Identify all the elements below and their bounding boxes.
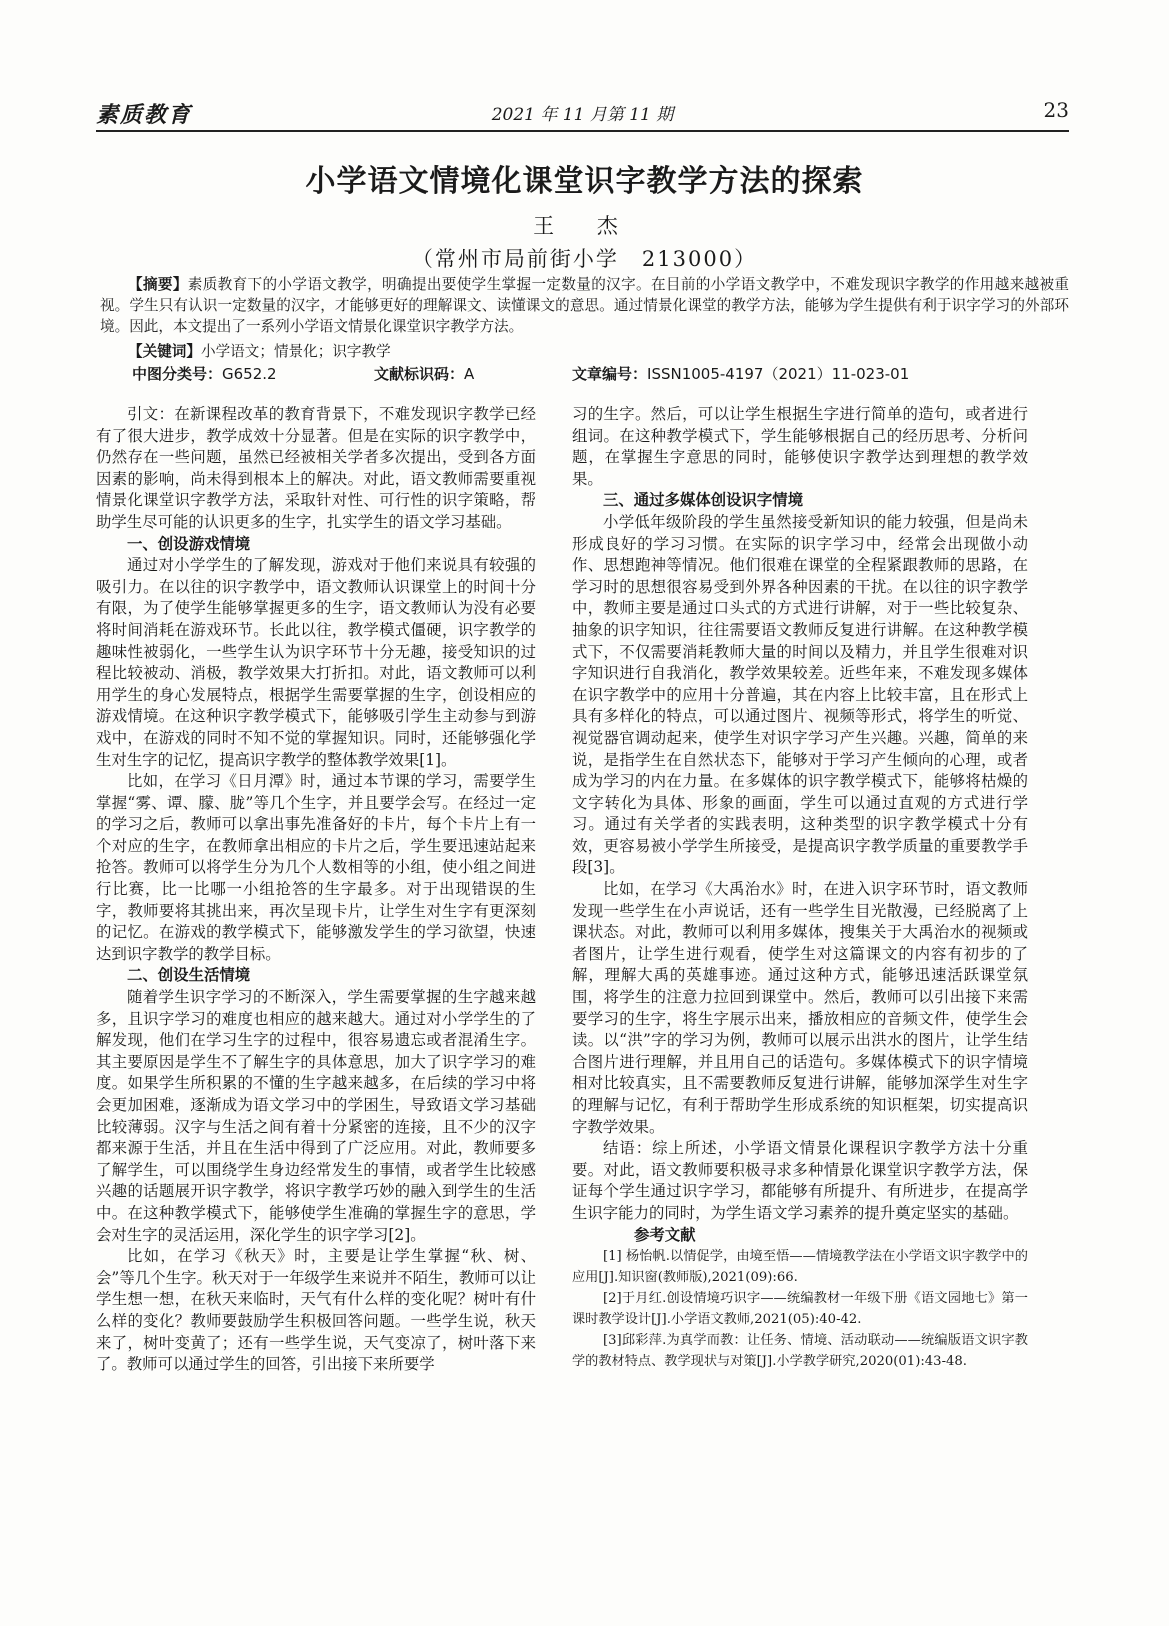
section-heading-2: 二、创设生活情境 <box>127 966 251 985</box>
left-column <box>96 404 536 1376</box>
reference-item: [2]于月红.创设情境巧识字——统编教材一年级下册《语文园地七》第一课时教学设计[J].小学语文教师,2021(05):40-42. <box>572 1291 1028 1328</box>
reference-item: [3]邱彩萍.为真学而教：让任务、情境、活动联动——统编版语文识字教学的教材特点、教学现状与对策[J].小学教学研究,2020(01):43-48. <box>572 1333 1028 1370</box>
abstract-text: 素质教育下的小学语文教学，明确提出要使学生掌握一定数量的汉字。在目前的小学语文教学中，不难发现识字教学的作用越来越被重视。学生只有认识一定数量的汉字，才能够更好的理解课文、读懂课文的意思。通过情景化课堂的教学方法，能够为学生提供有利于识字学习的外部环境。因此，本文提出了一系列小学语文情景化课堂识字教学方法。 <box>100 276 1069 335</box>
author: 王 杰 <box>533 214 636 238</box>
article-title: 小学语文情境化课堂识字教学方法的探索 <box>305 164 864 199</box>
body-paragraph: 比如，在学习《大禹治水》时，在进入识字环节时，语文教师发现一些学生在小声说话，还有一些学生目光散漫，已经脱离了上课状态。对此，教师可以利用多媒体，搜集关于大禹治水的视频或者图片，让学生进行观看，使学生对这篇课文的内容有初步的了解，理解大禹的英雄事迹。通过这种方式，能够迅速活跃课堂氛围，将学生的注意力拉回到课堂中。然后，教师可以引出接下来需要学习的生字，将生字展示出来，播放相应的音频文件，使学生会读。以“洪”字的学习为例，教师可以展示出洪水的图片，让学生结合图片进行理解，并且用自己的话造句。多媒体模式下的识字情境相对比较真实，且不需要教师反复进行讲解，能够加深学生对生字的理解与记忆，有利于帮助学生形成系统的知识框架，切实提高识字教学效果。 <box>572 880 1028 1136</box>
running-head <box>96 96 1069 132</box>
clc-number: 中图分类号：G652.2 <box>132 365 277 383</box>
intro-paragraph: 引文：在新课程改革的教育背景下，不难发现识字教学已经有了很大进步，教学成效十分显著。但是在实际的识字教学中，仍然存在一些问题，虽然已经被相关学者多次提出，受到各方面因素的影响，尚未得到根本上的解决。对此，语文教师需要重视情景化课堂识字教学方法，采取针对性、可行性的识字策略，帮助学生尽可能的认识更多的生字，扎实学生的语文学习基础。 <box>96 405 536 531</box>
body-paragraph: 比如，在学习《秋天》时，主要是让学生掌握“秋、树、会”等几个生字。秋天对于一年级学生来说并不陌生，教师可以让学生想一想，在秋天来临时，天气有什么样的变化呢？树叶有什么样的变化？教师要鼓励学生积极回答问题。一些学生说，秋天来了，树叶变黄了；还有一些学生说，天气变凉了，树叶落下来了。教师可以通过学生的回答，引出接下来所要学 <box>96 1247 536 1374</box>
section-heading-3: 三、通过多媒体创设识字情境 <box>603 491 804 510</box>
article-number: 文章编号：ISSN1005-4197（2021）11-023-01 <box>572 365 910 383</box>
section-heading-1: 一、创设游戏情境 <box>127 534 251 553</box>
body-paragraph: 通过对小学学生的了解发现，游戏对于他们来说具有较强的吸引力。在以往的识字教学中，语文教师认识课堂上的时间十分有限，为了使学生能够掌握更多的生字，语文教师认为没有必要将时间消耗在游戏环节。长此以往，教学模式僵硬，识字教学的趣味性被弱化，一些学生认为识字环节十分无趣，接受知识的过程比较被动、消极，教学效果大打折扣。对此，语文教师可以利用学生的身心发展特点，根据学生需要掌握的生字，创设相应的游戏情境。在这种识字教学模式下，能够吸引学生主动参与到游戏中，在游戏的同时不知不觉的掌握知识。同时，还能够强化学生对生字的记忆，提高识字教学的整体教学效果[1]。 <box>96 556 536 769</box>
references-heading: 参考文献 <box>634 1225 696 1244</box>
body-paragraph: 随着学生识字学习的不断深入，学生需要掌握的生字越来越多，且识字学习的难度也相应的越来越大。通过对小学学生的了解发现，他们在学习生字的过程中，很容易遗忘或者混淆生字。其主要原因是学生不了解生字的具体意思，加大了识字学习的难度。如果学生所积累的不懂的生字越来越多，在后续的学习中将会更加困难，逐渐成为语文学习中的学困生，导致语文学习基础比较薄弱。汉字与生活之间有着十分紧密的连接，且不少的汉字都来源于生活，并且在生活中得到了广泛应用。对此，教师要多了解学生，可以围绕学生身边经常发生的事情，或者学生比较感兴趣的话题展开识字教学，将识字教学巧妙的融入到学生的生活中。在这种教学模式下，能够使学生准确的掌握生字的意思，学会对生字的灵活运用，深化学生的识字学习[2]。 <box>96 988 536 1244</box>
body-paragraph: 习的生字。然后，可以让学生根据生字进行简单的造句，或者进行组词。在这种教学模式下，学生能够根据自己的经历思考、分析问题，在掌握生字意思的同时，能够使识字教学达到理想的教学效果。 <box>572 405 1028 488</box>
conclusion-paragraph: 结语：综上所述，小学语文情景化课程识字教学方法十分重要。对此，语文教师要积极寻求多种情景化课堂识字教学方法，保证每个学生通过识字学习，都能够有所提升、有所进步，在提高学生识字能力的同时，为学生语文学习素养的提升奠定坚实的基础。 <box>572 1139 1028 1222</box>
abstract <box>100 274 1069 337</box>
keywords-text: 小学语文；情景化；识字教学 <box>200 343 391 360</box>
page-number: 23 <box>1043 98 1069 122</box>
keywords-label: 【关键词】 <box>128 343 201 360</box>
doc-code: 文献标识码：A <box>374 365 475 383</box>
affiliation: （常州市局前街小学 213000） <box>411 247 758 271</box>
body-paragraph: 比如，在学习《日月潭》时，通过本节课的学习，需要学生掌握“雾、谭、朦、胧”等几个生字，并且要学会写。在经过一定的学习之后，教师可以拿出事先准备好的卡片，每个卡片上有一个对应的生字，在教师拿出相应的卡片之后，学生要迅速站起来抢答。教师可以将学生分为几个人数相等的小组，使小组之间进行比赛，比一比哪一小组抢答的生字最多。对于出现错误的生字，教师要将其挑出来，再次呈现卡片，让学生对生字有更深刻的记忆。在游戏的教学模式下，能够激发学生的学习欲望，快速达到识字教学的教学目标。 <box>96 772 536 963</box>
reference-item: [1] 杨怡帆.以情促学，由境至悟——情境教学法在小学语文识字教学中的应用[J].知识窗(教师版),2021(09):66. <box>572 1249 1028 1286</box>
keywords <box>128 340 391 361</box>
right-column <box>572 404 1028 1372</box>
issue-date: 2021 年 11 月第 11 期 <box>491 105 674 125</box>
body-paragraph: 小学低年级阶段的学生虽然接受新知识的能力较强，但是尚未形成良好的学习习惯。在实际的识字学习中，经常会出现做小动作、思想跑神等情况。他们很难在课堂的全程紧跟教师的思路，在学习时的思想很容易受到外界各种因素的干扰。在以往的识字教学中，教师主要是通过口头式的方式进行讲解，对于一些比较复杂、抽象的识字知识，往往需要语文教师反复进行讲解。在这种教学模式下，不仅需要消耗教师大量的时间以及精力，并且学生很难对识字知识进行自我消化，教学效果较差。近些年来，不难发现多媒体在识字教学中的应用十分普遍，其在内容上比较丰富，且在形式上具有多样化的特点，可以通过图片、视频等形式，将学生的听觉、视觉器官调动起来，使学生对识字学习产生兴趣。兴趣，简单的来说，是指学生在自然状态下，能够对于学习产生倾向的心理，或者成为学习的内在力量。在多媒体的识字教学模式下，能够将枯燥的文字转化为具体、形象的画面，学生可以通过直观的方式进行学习。通过有关学者的实践表明，这种类型的识字教学模式十分有效，更容易被小学学生所接受，是提高识字教学质量的重要教学手段[3]。 <box>572 512 1028 877</box>
abstract-label: 【摘要】 <box>128 276 188 293</box>
journal-name: 素质教育 <box>96 102 193 128</box>
